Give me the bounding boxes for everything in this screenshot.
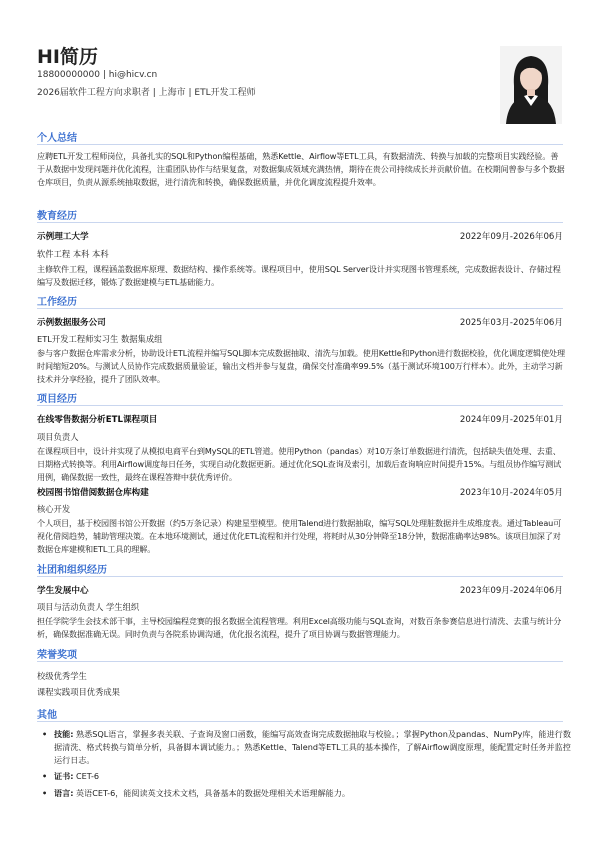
target-line: 2026届软件工程方向求职者 | 上海市 | ETL开发工程师 — [37, 88, 256, 98]
campus-text: 担任学院学生会技术部干事，主导校园编程竞赛的报名数据全流程管理。利用Excel高级功能与SQL查询，对数百条参赛信息进行清洗、去重与统计分析，确保数据准确无误。同时负责与各院系协调沟通，优化报名流程，提升了项目协调与数据管理能力。 — [37, 616, 562, 640]
section-divider — [37, 576, 563, 577]
section-title-summary: 个人总结 — [37, 133, 77, 144]
honor-item: 校级优秀学生 — [37, 671, 87, 681]
section-title-others: 其他 — [37, 710, 57, 721]
work-row — [37, 316, 563, 328]
bullet-dot: • — [42, 729, 48, 739]
work-text: 参与客户数据仓库需求分析，协助设计ETL流程并编写SQL脚本完成数据抽取、清洗与加载。使用Kettle和Python进行数据校验，优化调度逻辑使处理时间缩短20%。与测试人员协作完成数据质量验证，输出文档并参与复盘，确保交付准确率99.5%（基于测试环境100万行样本）。此外，主动学习新技术并分享经验，提升了团队效率。 — [37, 348, 565, 385]
others-language-label: 语言: — [54, 788, 74, 798]
education-text: 主修软件工程，课程涵盖数据库原理、数据结构、操作系统等。课程项目中，使用SQL Server设计并实现图书管理系统，完成数据表设计、存储过程编写及数据迁移，锻炼了数据建模与ETL基础能力。 — [37, 264, 561, 288]
section-divider — [37, 405, 563, 406]
work-date: 2025年03月-2025年06月 — [459, 318, 563, 328]
work-company: 示例数据服务公司 — [37, 318, 106, 328]
section-title-projects: 项目经历 — [37, 394, 77, 405]
education-school: 示例理工大学 — [37, 232, 89, 242]
others-cert-label: 证书: — [54, 771, 74, 781]
others-skills-item — [42, 728, 574, 768]
others-language-item — [42, 787, 574, 800]
campus-date: 2023年09月-2024年06月 — [459, 586, 563, 596]
others-language-text: 英语CET-6，能阅读英文技术文档，具备基本的数据处理相关术语理解能力。 — [76, 788, 350, 798]
bullet-dot: • — [42, 771, 48, 781]
project-date: 2024年09月-2025年01月 — [459, 415, 563, 425]
section-title-honors: 荣誉奖项 — [37, 650, 77, 661]
project-name: 在线零售数据分析ETL课程项目 — [37, 415, 158, 425]
others-cert-text: CET-6 — [76, 771, 100, 781]
section-title-education: 教育经历 — [37, 211, 77, 222]
resume-name: HI简历 — [37, 46, 98, 68]
campus-org: 学生发展中心 — [37, 586, 89, 596]
others-skills-text: 熟悉SQL语言，掌握多表关联、子查询及窗口函数，能编写高效查询完成数据抽取与校验。；掌握Python及pandas、NumPy库，能进行数据清洗、格式转换与简单分析，具备脚本调试能力。；熟悉Kettle、Talend等ETL工具的基本操作，了解Airflow调度原理，能配置定时任务并监控运行日志。 — [54, 729, 571, 766]
section-divider — [37, 222, 563, 223]
section-title-campus: 社团和组织经历 — [37, 565, 107, 576]
others-cert-item — [42, 770, 574, 783]
bullet-dot: • — [42, 788, 48, 798]
summary-text: 应聘ETL开发工程师岗位，具备扎实的SQL和Python编程基础，熟悉Kettle、Airflow等ETL工具，有数据清洗、转换与加载的完整项目实践经验。善于从数据中发现问题并优化流程，注重团队协作与结果复盘，对数据集成领域充满热情，期待在贵公司持续成长并贡献价值。在校期间曾参与多个数据仓库项目，负责从源系统抽取数据，进行清洗和转换，确保数据质量，并优化调度流程提升效率。 — [37, 151, 565, 188]
education-row — [37, 230, 563, 242]
contact-line: 18800000000 | hi@hicv.cn — [37, 70, 158, 80]
education-date: 2022年09月-2026年06月 — [459, 232, 563, 242]
section-title-work: 工作经历 — [37, 297, 77, 308]
project-date: 2023年10月-2024年05月 — [459, 488, 563, 498]
project-text: 在课程项目中，设计并实现了从模拟电商平台到MySQL的ETL管道。使用Python（pandas）对10万条订单数据进行清洗，包括缺失值处理、去重、日期格式转换等。利用Airflow调度每日任务，实现自动化数据更新。通过优化SQL查询及索引，加载后查询响应时间提升15%。与组员协作编写测试用例，确保数据一致性，最终在课程答辩中获优秀评价。 — [37, 446, 562, 483]
section-divider — [37, 308, 563, 309]
project-row — [37, 413, 563, 425]
section-divider — [37, 144, 563, 145]
project-name: 校园图书馆借阅数据仓库构建 — [37, 488, 149, 498]
campus-role: 项目与活动负责人 学生组织 — [37, 602, 140, 612]
project-row — [37, 486, 563, 498]
project-text: 个人项目，基于校园图书馆公开数据（约5万条记录）构建星型模型。使用Talend进行数据抽取，编写SQL处理脏数据并生成维度表。通过Tableau可视化借阅趋势，辅助管理决策。在本地环境测试，通过优化ETL流程和并行处理，将耗时从30分钟降至18分钟，数据准确率达98%。该项目加深了对数据仓库建模和ETL工具的理解。 — [37, 518, 562, 555]
honor-item: 课程实践项目优秀成果 — [37, 687, 120, 697]
campus-row — [37, 584, 563, 596]
education-major: 软件工程 本科 本科 — [37, 249, 109, 259]
project-role: 项目负责人 — [37, 432, 79, 442]
others-skills-label: 技能: — [54, 729, 74, 739]
project-role: 核心开发 — [37, 504, 71, 514]
profile-photo — [500, 46, 562, 124]
section-divider — [37, 661, 563, 662]
section-divider — [37, 721, 563, 722]
work-position: ETL开发工程师实习生 数据集成组 — [37, 334, 163, 344]
